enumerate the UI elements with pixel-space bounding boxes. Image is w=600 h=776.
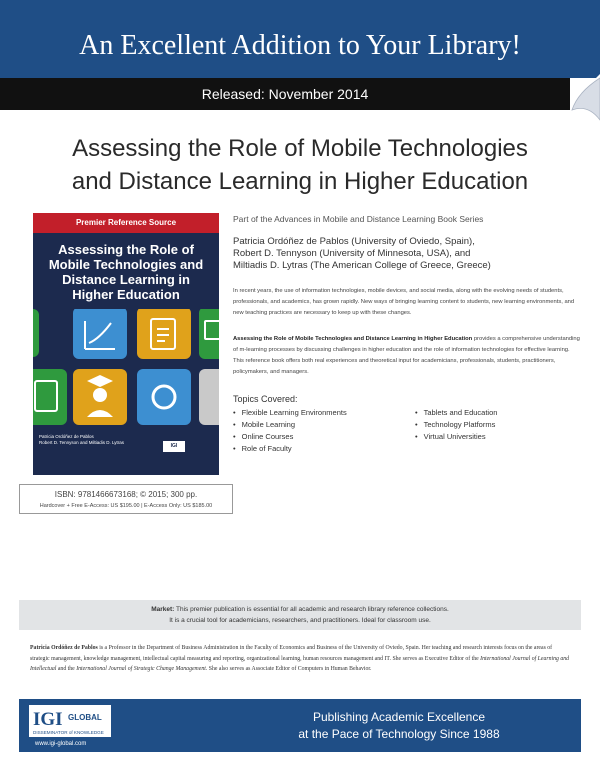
slogan-line: Publishing Academic Excellence (312, 710, 486, 724)
topic-item: • Tablets and Education (415, 408, 497, 417)
svg-text:IGI: IGI (33, 709, 63, 730)
release-bar (0, 78, 570, 110)
bio-text: is a Professor in the Department of Business Administration in the Faculty of Economics and Business of the University of Oviedo, Spain. Her teaching and research interests focus on the areas of strategic management, knowledge management, intellectual capital measuring and reporting, organizational learning, human resources management and IT. She serves as Executive Editor of the (30, 645, 553, 662)
cover-tile (33, 369, 67, 425)
author-entry: Robert D. Tennyson (University of Minnesota, USA), and (233, 248, 471, 259)
publisher-slogan (229, 709, 569, 743)
price-info: Hardcover + Free E-Access: US $195.00 | E-Access Only: US $185.00 (39, 503, 213, 509)
topic-item: • Flexible Learning Environments (233, 408, 347, 417)
cover-tile (199, 369, 219, 425)
cover-title (39, 242, 213, 302)
cover-title-line: Higher Education (72, 287, 180, 302)
author-list (233, 236, 581, 272)
cover-illustration (33, 309, 219, 425)
cover-title-line: Assessing the Role of (58, 242, 194, 257)
slogan-line: at the Pace of Technology Since 1988 (298, 727, 500, 741)
description-paragraph (233, 334, 581, 378)
description-book-title: Assessing the Role of Mobile Technologies and Distance Learning in Higher Education (233, 336, 473, 342)
svg-text:GLOBAL: GLOBAL (68, 713, 102, 722)
cover-title-line: Distance Learning in (62, 272, 190, 287)
market-label: Market: (151, 606, 175, 613)
cover-tile (137, 369, 191, 425)
bio-text: and the (56, 666, 77, 672)
market-line: It is a crucial tool for academicians, researchers, and practitioners. Ideal for classroom use. (169, 617, 431, 624)
topic-item: • Mobile Learning (233, 420, 295, 429)
cover-tile (73, 309, 127, 359)
topic-item: • Online Courses (233, 432, 293, 441)
bio-journal: International Journal of Strategic Change Management (76, 666, 206, 672)
market-text: This premier publication is essential for all academic and research library reference collections. (174, 606, 449, 613)
book-title-line: Assessing the Role of Mobile Technologies (72, 135, 528, 162)
cover-authors: Patricia Ordóñez de Pablos Robert D. Tennyson and Miltiadis D. Lytras (39, 434, 125, 445)
bio-text: . She also serves as Associate Editor of Computers in Human Behavior. (205, 666, 372, 672)
book-title-line: and Distance Learning in Higher Education (71, 168, 529, 195)
book-cover (33, 213, 219, 475)
igi-global-logo (29, 705, 111, 737)
author-bio (30, 643, 570, 675)
publisher-url[interactable]: www.igi-global.com (35, 741, 87, 747)
cover-tile (199, 309, 219, 359)
cover-tile (33, 309, 39, 357)
banner-headline: An Excellent Addition to Your Library! (79, 30, 521, 61)
bio-journal: International Journal of Learning and Intellectual (30, 655, 570, 672)
top-banner (0, 0, 600, 78)
page-curl-icon (548, 74, 600, 126)
release-date: Released: November 2014 (201, 86, 369, 102)
cover-publisher-logo: IGI Global (163, 441, 185, 452)
isbn-box (19, 484, 233, 514)
cover-title-line: Mobile Technologies and (48, 257, 204, 272)
footer (19, 699, 581, 752)
author-entry: Miltiadis D. Lytras (The American College of Greece, Greece) (233, 260, 491, 271)
topic-item: • Technology Platforms (415, 420, 495, 429)
market-box (19, 600, 581, 630)
cover-series-band: Premier Reference Source (33, 213, 219, 233)
author-entry: Patricia Ordóñez de Pablos (University of Oviedo, Spain), (233, 236, 475, 247)
book-title (0, 132, 600, 198)
description-paragraph: In recent years, the use of information technologies, mobile devices, and social media, along with the evolving needs of students, professionals, and academics, has grown rapidly. New ways of bringing learning content to students, new learning environments, and new teaching practices are necessary to keep up with these changes. (233, 288, 575, 316)
topics-list (233, 408, 581, 458)
topics-heading: Topics Covered: (233, 394, 298, 404)
book-series: Part of the Advances in Mobile and Distance Learning Book Series (233, 214, 484, 224)
bio-name: Patricia Ordóñez de Pablos (30, 645, 98, 651)
topic-item: • Role of Faculty (233, 444, 292, 453)
market-line (19, 606, 581, 613)
description-text: provides a comprehensive understanding of m-learning processes by discussing challenges in higher education and the role of information technologies for effective learning. This reference book offers both real experiences and theoretical input for academicians, professionals, students, practitioners, policymakers, and managers. (233, 336, 580, 375)
isbn-info: ISBN: 9781466673168; © 2015; 300 pp. (54, 490, 198, 499)
svg-text:DISSEMINATOR of KNOWLEDGE: DISSEMINATOR of KNOWLEDGE (33, 730, 104, 735)
topic-item: • Virtual Universities (415, 432, 486, 441)
